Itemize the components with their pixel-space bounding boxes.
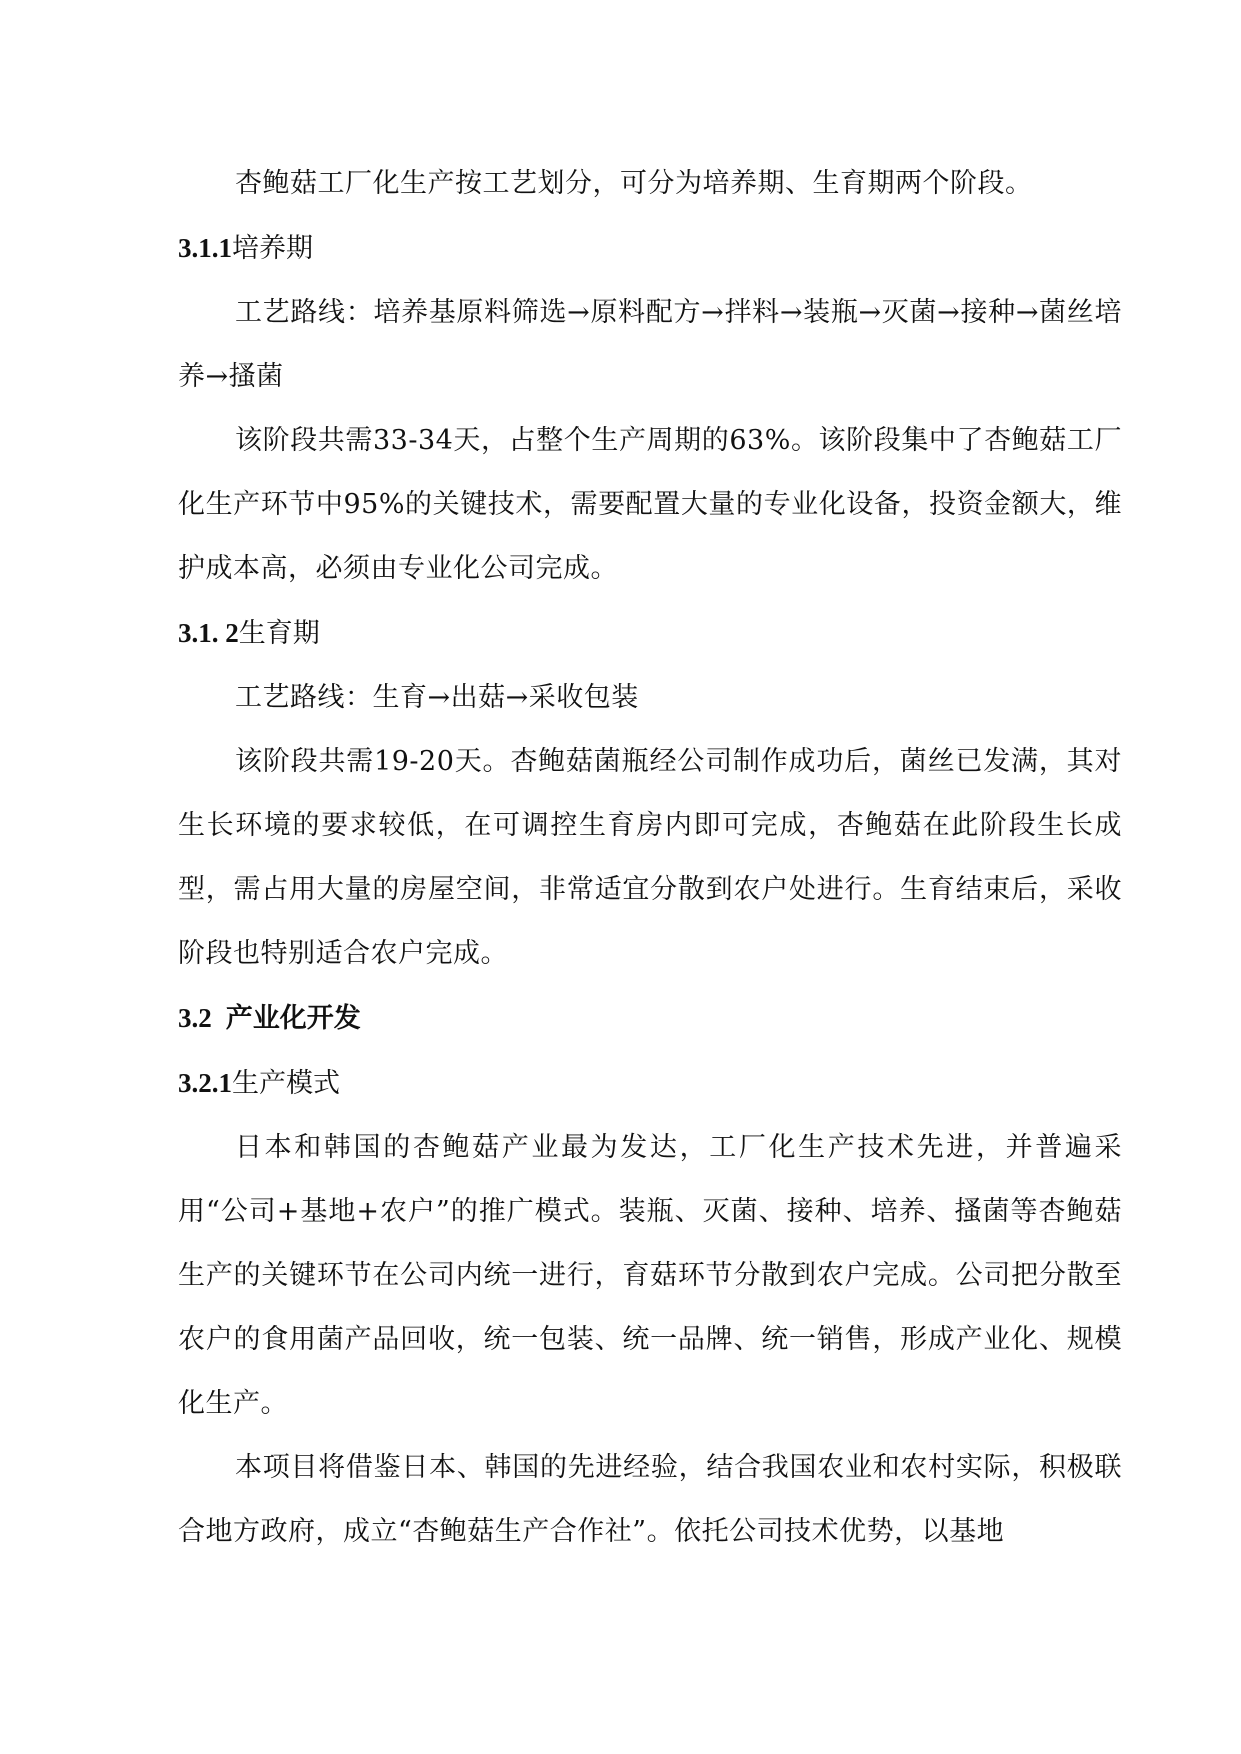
section-title: 产业化开发	[225, 1003, 361, 1034]
section-number: 3.1. 2	[178, 618, 239, 648]
section-title: 生育期	[238, 618, 320, 649]
body-paragraph: 本项目将借鉴日本、韩国的先进经验，结合我国农业和农村实际，积极联合地方政府，成立“杏鲍菇生产合作社”。依托公司技术优势，以基地	[178, 1452, 1122, 1547]
intro-paragraph: 杏鲍菇工厂化生产按工艺划分，可分为培养期、生育期两个阶段。	[235, 168, 1033, 199]
section-heading-3-2-1	[178, 1051, 1122, 1116]
process-route-paragraph: 工艺路线：培养基原料筛选→原料配方→拌料→装瓶→灭菌→接种→菌丝培养→搔菌	[178, 297, 1122, 392]
section-number: 3.1.1	[178, 233, 232, 263]
section-number: 3.2.1	[178, 1068, 232, 1098]
section-heading-3-1-1	[178, 216, 1122, 281]
section-number: 3.2	[178, 1003, 212, 1033]
section-title: 培养期	[232, 233, 313, 264]
stage-description-paragraph: 该阶段共需19-20天。杏鲍菇菌瓶经公司制作成功后，菌丝已发满，其对生长环境的要求较低，在可调控生育房内即可完成，杏鲍菇在此阶段生长成型，需占用大量的房屋空间，非常适宜分散到农户处进行。生育结束后，采收阶段也特别适合农户完成。	[178, 746, 1122, 969]
stage-description-paragraph: 该阶段共需33-34天，占整个生产周期的63%。该阶段集中了杏鲍菇工厂化生产环节中95%的关键技术，需要配置大量的专业化设备，投资金额大，维护成本高，必须由专业化公司完成。	[178, 425, 1122, 584]
process-route-paragraph: 工艺路线：生育→出菇→采收包装	[235, 682, 639, 713]
section-heading-3-1-2	[178, 601, 1122, 666]
section-title: 生产模式	[232, 1068, 340, 1099]
document-body	[178, 152, 1122, 1564]
section-heading-3-2	[178, 986, 1122, 1051]
body-paragraph: 日本和韩国的杏鲍菇产业最为发达，工厂化生产技术先进，并普遍采用“公司+基地+农户”的推广模式。装瓶、灭菌、接种、培养、搔菌等杏鲍菇生产的关键环节在公司内统一进行，育菇环节分散到农户完成。公司把分散至农户的食用菌产品回收，统一包装、统一品牌、统一销售，形成产业化、规模化生产。	[178, 1132, 1122, 1419]
